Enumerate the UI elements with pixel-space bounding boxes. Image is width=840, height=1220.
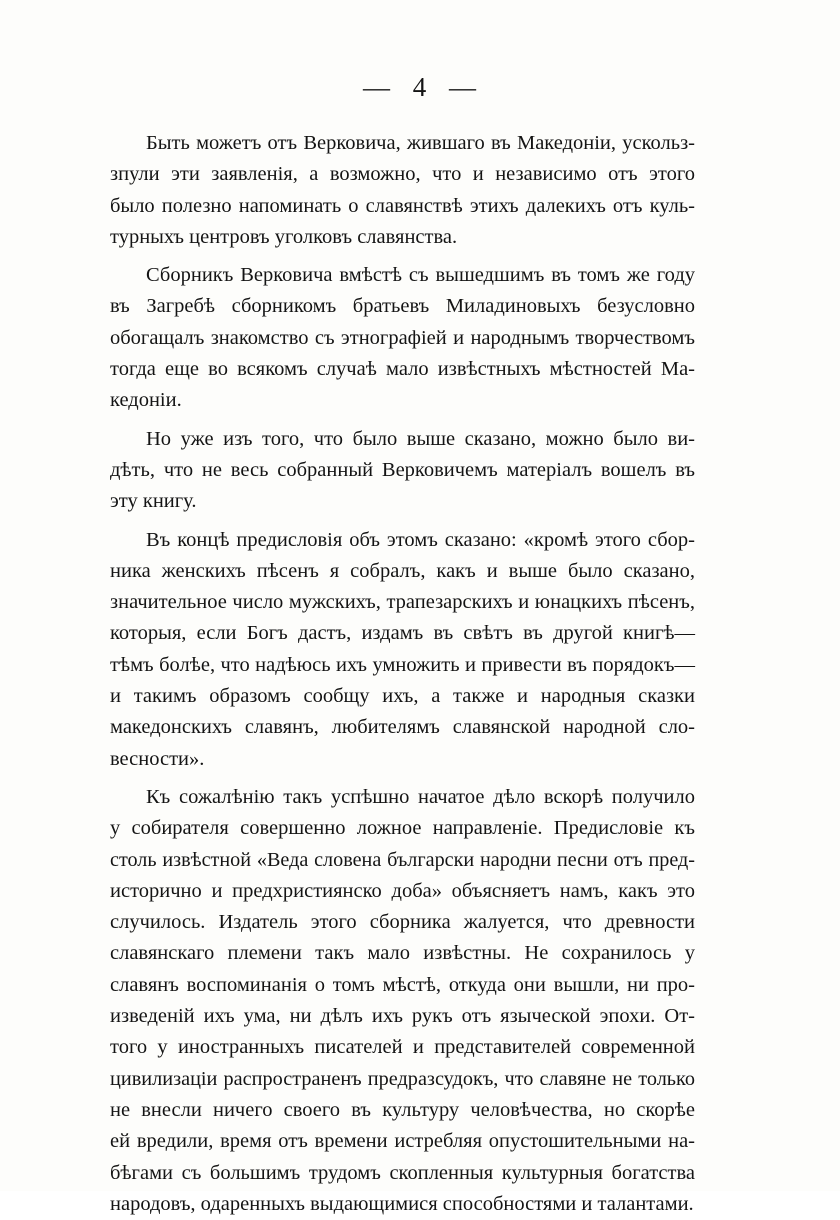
page-number-dash-left: —	[363, 72, 391, 102]
text-line: обогащалъ знакомство съ этнографіей и народнымъ творчествомъ	[110, 326, 695, 349]
text-line: македонскихъ славянъ, любителямъ славянской народной сло-	[110, 716, 695, 739]
text-line: Но уже изъ того, что было выше сказано, можно было ви-	[146, 427, 695, 450]
paragraph-gap	[110, 775, 695, 782]
text-line: историчнo и предхристиянско доба» объясняетъ намъ, какъ это	[110, 879, 695, 902]
paragraph-gap	[110, 518, 695, 525]
body-text	[110, 128, 695, 1220]
text-line: было полезно напоминать о славянствѣ этихъ далекихъ отъ куль-	[110, 194, 695, 217]
paragraph-gap	[110, 253, 695, 260]
text-line: кедоніи.	[110, 389, 182, 412]
text-line: славянъ воспоминанія о томъ мѣстѣ, откуда они вышли, ни про-	[110, 973, 695, 996]
text-line: тѣмъ болѣе, что надѣюсь ихъ умножить и привести въ порядокъ—	[110, 653, 695, 676]
text-line: значительное число мужскихъ, трапезарскихъ и юнацкихъ пѣсенъ,	[110, 591, 695, 614]
paragraph	[110, 782, 695, 1220]
text-line: тогда еще во всякомъ случаѣ мало извѣстныхъ мѣстностей Ма-	[110, 358, 695, 381]
text-line: бѣгами съ большимъ трудомъ скопленныя культурныя богатства	[110, 1161, 695, 1184]
paragraph	[110, 260, 695, 416]
paragraph	[110, 525, 695, 775]
text-line: которыя, если Богъ дастъ, издамъ въ свѣтъ въ другой книгѣ—	[110, 622, 695, 645]
text-line: цивилизаціи распространенъ предразсудокъ, что славяне не только	[110, 1067, 695, 1090]
paragraph-gap	[110, 417, 695, 424]
text-line: зпули эти заявленія, а возможно, что и независимо отъ этого	[110, 163, 695, 186]
text-line: Въ концѣ предисловія объ этомъ сказано: «кромѣ этого сбор-	[146, 528, 695, 551]
page-number-header	[0, 72, 840, 103]
text-line: изведеній ихъ ума, ни дѣлъ ихъ рукъ отъ языческой эпохи. От-	[110, 1005, 695, 1028]
text-line: дѣть, что не весь собранный Верковичемъ матеріалъ вошелъ въ	[110, 458, 695, 481]
text-line: столь извѣстной «Веда словена български народни песни отъ пред-	[110, 848, 695, 871]
paragraph	[110, 128, 695, 253]
text-line: славянскаго племени такъ мало извѣстны. Не сохранилось у	[110, 942, 695, 965]
text-line: весности».	[110, 747, 205, 770]
text-line: Къ сожалѣнію такъ успѣшно начатое дѣло вскорѣ получило	[146, 785, 695, 808]
text-line: и такимъ образомъ сообщу ихъ, а также и народныя сказки	[110, 685, 695, 708]
page-number-dash-right: —	[449, 72, 477, 102]
paragraph	[110, 424, 695, 518]
text-line: не внесли ничего своего въ культуру человѣчества, но скорѣе	[110, 1098, 695, 1121]
text-line: турныхъ центровъ уголковъ славянства.	[110, 225, 458, 248]
text-line: того у иностранныхъ писателей и представителей современной	[110, 1036, 695, 1059]
text-line: эту книгу.	[110, 490, 197, 513]
page-number: 4	[412, 72, 428, 102]
text-line: Сборникъ Верковича вмѣстѣ съ вышедшимъ въ томъ же году	[146, 264, 695, 287]
text-line: ника женскихъ пѣсенъ я собралъ, какъ и выше было сказано,	[110, 559, 695, 582]
text-line: Быть можетъ отъ Верковича, жившаго въ Македоніи, ускольз-	[146, 132, 695, 154]
text-line: у собирателя совершенно ложное направленіе. Предисловіе къ	[110, 817, 695, 840]
text-line: случилось. Издатель этого сборника жалуется, что древности	[110, 911, 695, 934]
text-line: народовъ, одаренныхъ выдающимися способностями и талантами.	[110, 1192, 694, 1215]
text-line: ей вредили, время отъ времени истребляя опустошительными на-	[110, 1130, 695, 1153]
text-line: въ Загребѣ сборникомъ братьевъ Миладиновыхъ безусловно	[110, 295, 695, 318]
